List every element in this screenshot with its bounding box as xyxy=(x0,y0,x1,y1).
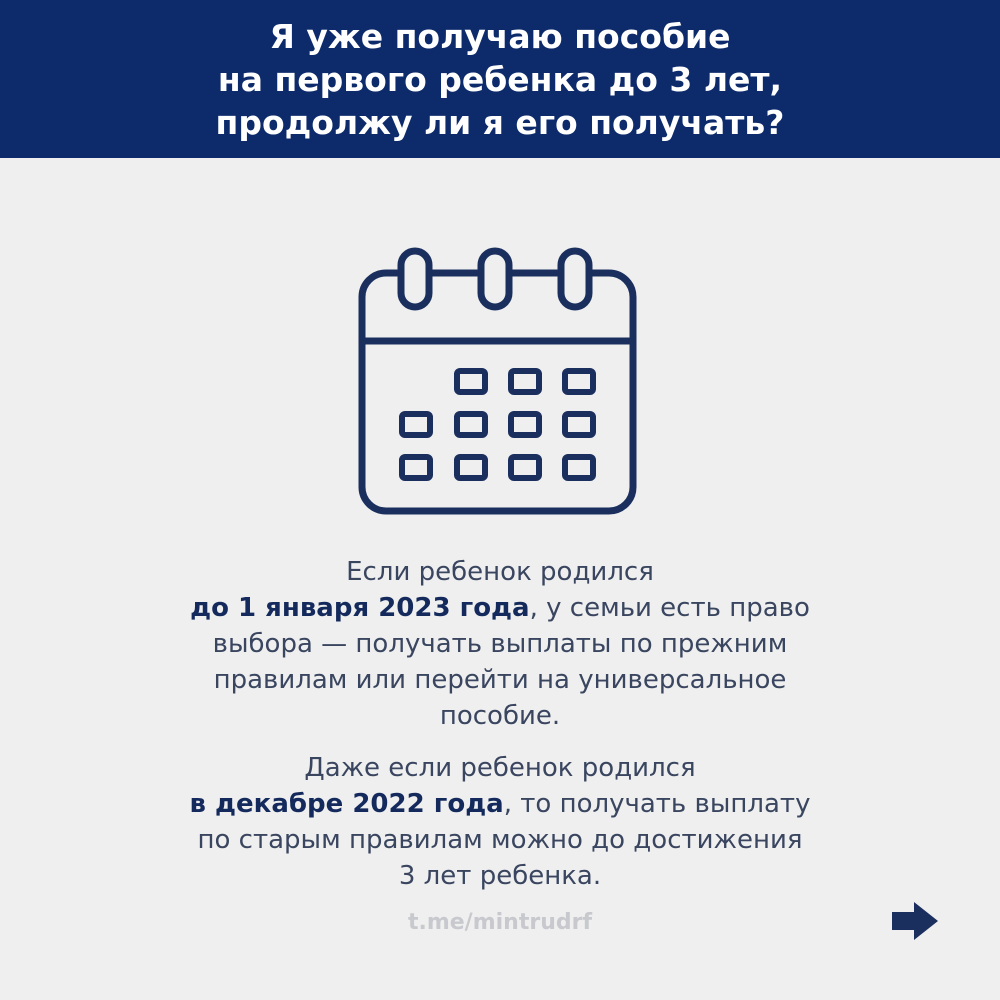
p2-line-2 xyxy=(100,786,900,822)
p1-line-2 xyxy=(100,590,900,626)
paragraph-december-2022 xyxy=(100,750,900,894)
title-line-1: Я уже получаю пособие xyxy=(269,16,731,56)
p2-line-4: 3 лет ребенка. xyxy=(398,861,602,891)
telegram-link[interactable]: t.me/mintrudrf xyxy=(407,910,593,935)
p1-line-5: пособие. xyxy=(439,701,561,731)
p1-line-1: Если ребенок родился xyxy=(346,557,654,587)
p2-date-highlight: в декабре 2022 года xyxy=(189,789,504,819)
title-line-2: на первого ребенка до 3 лет, xyxy=(217,59,783,99)
paragraph-before-2023 xyxy=(100,554,900,734)
arrow-right-icon[interactable] xyxy=(890,900,940,942)
p2-line-1: Даже если ребенок родился xyxy=(304,753,696,783)
calendar-icon xyxy=(355,243,640,518)
page-title xyxy=(50,15,950,144)
header-banner xyxy=(0,0,1000,158)
p2-line-3: по старым правилам можно до достижения xyxy=(197,825,803,855)
p1-date-highlight: до 1 января 2023 года xyxy=(190,593,530,623)
p1-line-3: выбора — получать выплаты по прежним xyxy=(212,629,788,659)
title-line-3: продолжу ли я его получать? xyxy=(215,102,785,142)
p1-line-2-rest: , у семьи есть право xyxy=(529,593,810,623)
p2-line-2-rest: , то получать выплату xyxy=(503,789,811,819)
p1-line-4: правилам или перейти на универсальное xyxy=(213,665,787,695)
